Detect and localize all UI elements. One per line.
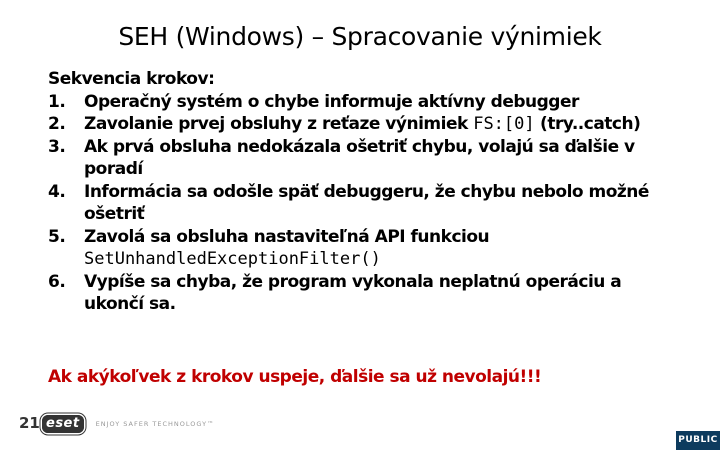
step-5 [48,226,668,271]
logo-tagline: ENJOY SAFER TECHNOLOGY™ [95,420,215,428]
step-text: Operačný systém o chybe informuje aktívny debugger [84,91,579,112]
warning-text: Ak akýkoľvek z krokov uspeje, ďalšie sa už nevolajú!!! [48,367,542,387]
step-4 [48,181,668,226]
step-text: Informácia sa odošle späť debuggeru, že chybu nebolo možné ošetriť [84,181,649,224]
slide-title: SEH (Windows) – Spracovanie výnimiek [118,22,602,51]
logo-mark: eset [42,415,84,433]
slide-body [48,68,668,316]
page-number: 21 [19,414,40,432]
step-number: 5. [48,226,66,247]
step-1 [48,91,668,114]
step-code: FS:[0] [473,114,535,134]
step-text: Zavolá sa obsluha nastaviteľná API funkciou [84,226,490,247]
step-3 [48,136,668,181]
step-code: SetUnhandledExceptionFilter() [84,249,381,269]
step-number: 1. [48,91,66,112]
step-number: 3. [48,136,66,157]
classification-badge: PUBLIC [676,431,720,450]
step-text: Ak prvá obsluha nedokázala ošetriť chybu, volajú sa ďalšie v poradí [84,136,635,179]
step-text: Zavolanie prvej obsluhy z reťaze výnimiek [84,114,474,134]
step-number: 2. [48,114,66,134]
steps-list [48,91,668,316]
step-text-after: (try..catch) [534,114,641,134]
step-2 [48,113,668,136]
eset-logo [42,415,215,433]
step-number: 6. [48,271,66,292]
intro-text: Sekvencia krokov: [48,69,215,89]
step-text: Vypíše sa chyba, že program vykonala neplatnú operáciu a ukončí sa. [84,271,622,314]
step-6 [48,271,668,316]
step-number: 4. [48,181,66,202]
